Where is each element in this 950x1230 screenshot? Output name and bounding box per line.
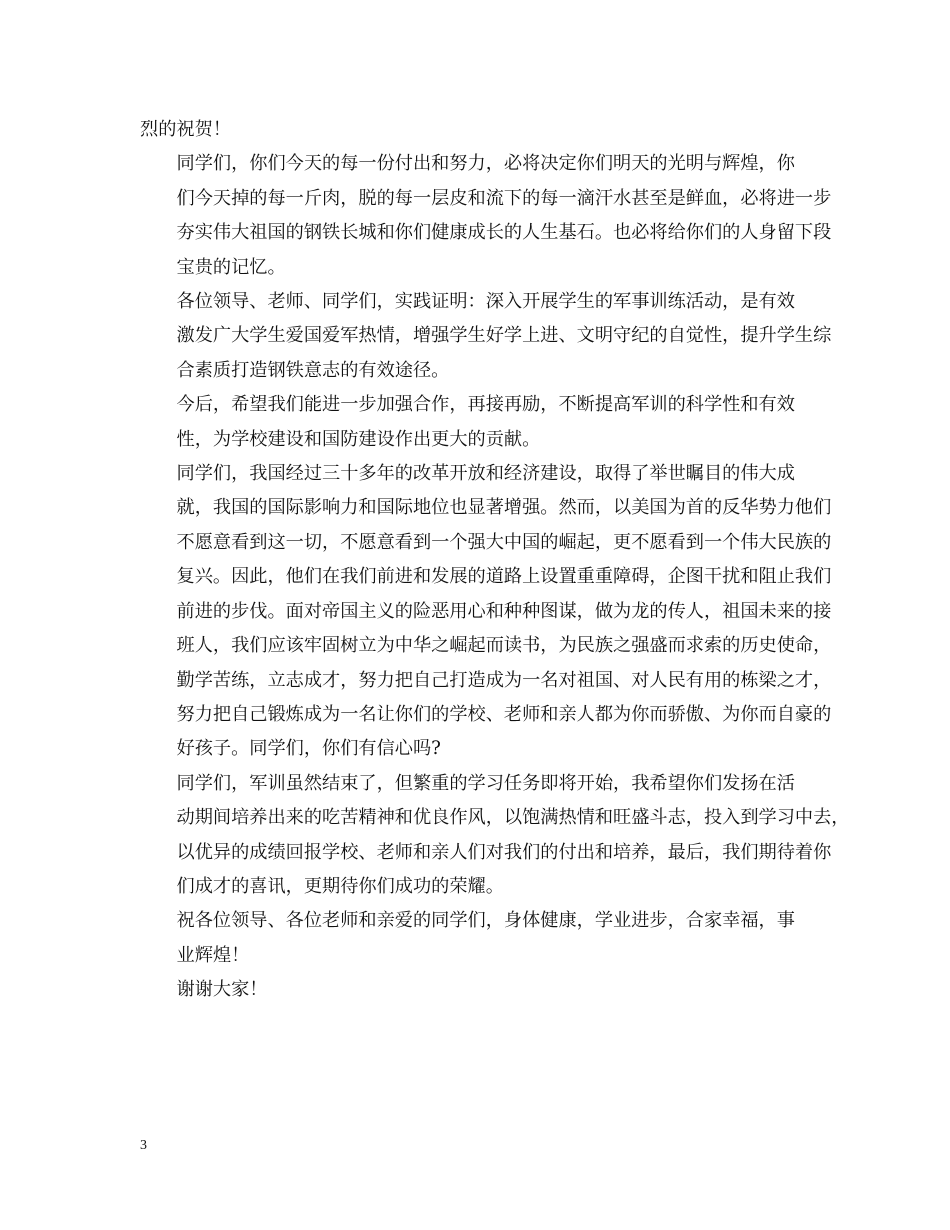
paragraph [140, 388, 840, 457]
text-line: 烈的祝贺！ [140, 119, 231, 140]
text-line: 性，为学校建设和国防建设作出更大的贡献。 [176, 428, 541, 450]
text-line: 同学们，我国经过三十多年的改革开放和经济建设，取得了举世瞩目的伟大成 [176, 463, 795, 485]
text-line: 班人，我们应该牢固树立为中华之崛起而读书，为民族之强盛而求索的历史使命， [176, 635, 832, 657]
body-text [140, 113, 850, 1008]
text-line: 努力把自己锻炼成为一名让你们的学校、老师和亲人都为你而骄傲、为你而自豪的 [176, 703, 832, 725]
text-line: 激发广大学生爱国爱军热情，增强学生好学上进、文明守纪的自觉性，提升学生综 [176, 325, 832, 347]
text-line: 谢谢大家！ [176, 979, 268, 1001]
text-line: 各位领导、老师、同学们，实践证明：深入开展学生的军事训练活动，是有效 [176, 291, 795, 313]
text-line: 就，我国的国际影响力和国际地位也显著增强。然而，以美国为首的反华势力他们 [176, 497, 832, 519]
text-line: 前进的步伐。面对帝国主义的险恶用心和种种图谋，做为龙的传人，祖国未来的接 [176, 600, 832, 622]
paragraph [140, 147, 840, 285]
text-line: 业辉煌！ [176, 944, 250, 966]
paragraph [140, 767, 850, 905]
text-line: 动期间培养出来的吃苦精神和优良作风，以饱满热情和旺盛斗志，投入到学习中去， [176, 807, 850, 829]
text-line: 以优异的成绩回报学校、老师和亲人们对我们的付出和培养，最后，我们期待着你 [176, 841, 832, 863]
text-line: 祝各位领导、各位老师和亲爱的同学们，身体健康，学业进步，合家幸福，事 [176, 910, 795, 932]
page-number: 3 [140, 1138, 147, 1153]
paragraph [140, 904, 840, 973]
text-line: 们今天掉的每一斤肉，脱的每一层皮和流下的每一滴汗水甚至是鲜血，必将进一步 [176, 187, 832, 209]
text-line: 同学们，你们今天的每一份付出和努力，必将决定你们明天的光明与辉煌，你 [176, 153, 795, 175]
text-line: 不愿意看到这一切，不愿意看到一个强大中国的崛起，更不愿看到一个伟大民族的 [176, 531, 832, 553]
text-line: 复兴。因此，他们在我们前进和发展的道路上设置重重障碍，企图干扰和阻止我们 [176, 566, 832, 588]
text-line: 们成才的喜讯，更期待你们成功的荣耀。 [176, 875, 504, 897]
text-line: 宝贵的记忆。 [176, 256, 286, 278]
paragraph [140, 285, 840, 388]
paragraph [140, 457, 840, 767]
text-line: 勤学苦练，立志成才，努力把自己打造成为一名对祖国、对人民有用的栋梁之才， [176, 669, 832, 691]
paragraph [140, 113, 840, 147]
paragraph [140, 973, 840, 1007]
text-line: 好孩子。同学们，你们有信心吗? [176, 738, 441, 760]
text-line: 夯实伟大祖国的钢铁长城和你们健康成长的人生基石。也必将给你们的人身留下段 [176, 222, 832, 244]
text-line: 合素质打造钢铁意志的有效途径。 [176, 359, 450, 381]
text-line: 同学们，军训虽然结束了，但繁重的学习任务即将开始，我希望你们发扬在活 [176, 772, 795, 794]
text-line: 今后，希望我们能进一步加强合作，再接再励，不断提高军训的科学性和有效 [176, 394, 795, 416]
